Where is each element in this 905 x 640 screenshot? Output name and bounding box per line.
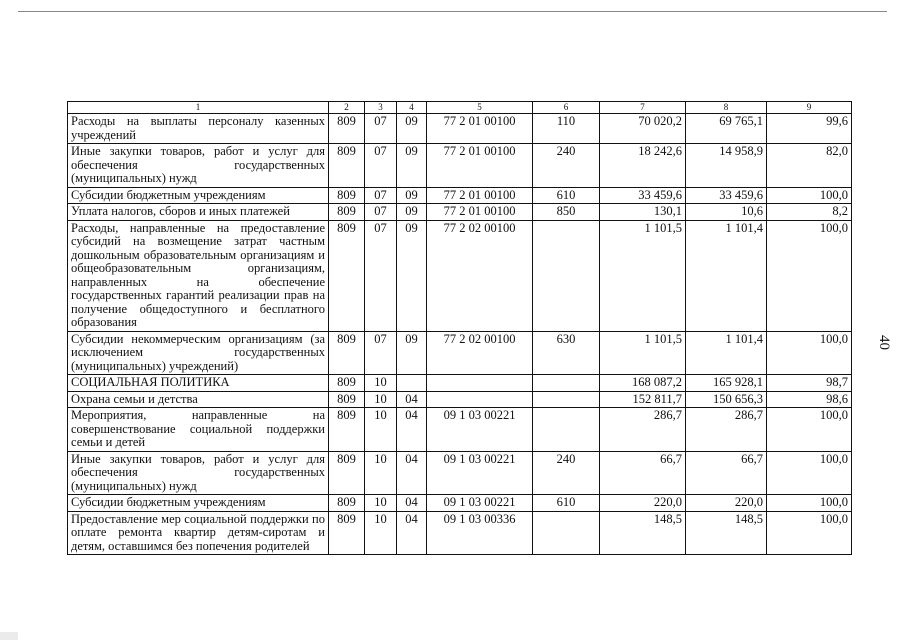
row-fact: 165 928,1 — [686, 375, 767, 392]
row-admin-code: 809 — [329, 495, 365, 512]
row-name: Мероприятия, направленные на совершенствование социальной поддержки семьи и детей — [68, 408, 329, 452]
row-section: 10 — [365, 375, 397, 392]
table-row — [68, 187, 852, 204]
row-target-article: 77 2 01 00100 — [427, 204, 533, 221]
row-expense-type: 240 — [533, 144, 600, 188]
row-subsection: 04 — [397, 391, 427, 408]
row-subsection: 09 — [397, 331, 427, 375]
row-percent: 100,0 — [767, 220, 852, 331]
row-section: 07 — [365, 144, 397, 188]
row-fact: 33 459,6 — [686, 187, 767, 204]
header-cell: 9 — [767, 102, 852, 114]
row-expense-type: 610 — [533, 187, 600, 204]
row-expense-type — [533, 391, 600, 408]
row-plan: 220,0 — [600, 495, 686, 512]
row-name: Иные закупки товаров, работ и услуг для обеспечения государственных (муниципальных) нужд — [68, 144, 329, 188]
row-percent: 98,7 — [767, 375, 852, 392]
row-plan: 1 101,5 — [600, 220, 686, 331]
row-target-article: 77 2 02 00100 — [427, 331, 533, 375]
row-target-article: 09 1 03 00336 — [427, 511, 533, 555]
row-name: Субсидии бюджетным учреждениям — [68, 187, 329, 204]
row-plan: 18 242,6 — [600, 144, 686, 188]
row-admin-code: 809 — [329, 220, 365, 331]
header-cell: 4 — [397, 102, 427, 114]
row-section: 07 — [365, 187, 397, 204]
row-admin-code: 809 — [329, 511, 365, 555]
row-section: 07 — [365, 220, 397, 331]
row-subsection: 04 — [397, 451, 427, 495]
row-fact: 220,0 — [686, 495, 767, 512]
row-fact: 286,7 — [686, 408, 767, 452]
row-subsection: 04 — [397, 495, 427, 512]
row-subsection: 09 — [397, 144, 427, 188]
scan-bottom-edge — [0, 632, 905, 640]
row-plan: 152 811,7 — [600, 391, 686, 408]
row-fact: 69 765,1 — [686, 114, 767, 144]
row-fact: 150 656,3 — [686, 391, 767, 408]
row-target-article: 77 2 02 00100 — [427, 220, 533, 331]
row-subsection: 09 — [397, 114, 427, 144]
row-plan: 148,5 — [600, 511, 686, 555]
table-row — [68, 204, 852, 221]
row-percent: 100,0 — [767, 495, 852, 512]
row-subsection: 09 — [397, 187, 427, 204]
table-row — [68, 331, 852, 375]
row-expense-type: 610 — [533, 495, 600, 512]
row-plan: 1 101,5 — [600, 331, 686, 375]
row-section: 07 — [365, 331, 397, 375]
row-admin-code: 809 — [329, 451, 365, 495]
row-section: 10 — [365, 511, 397, 555]
header-cell: 3 — [365, 102, 397, 114]
header-cell: 6 — [533, 102, 600, 114]
header-cell: 2 — [329, 102, 365, 114]
row-name: Расходы, направленные на предоставление субсидий на возмещение затрат частным дошкольным образовательным организациям и общеобразовательным организациям, направленных на обеспечение государственных гарантий реализации прав на получение общедоступного и бесплатного образования — [68, 220, 329, 331]
row-subsection: 04 — [397, 408, 427, 452]
row-percent: 100,0 — [767, 511, 852, 555]
row-name: Иные закупки товаров, работ и услуг для обеспечения государственных (муниципальных) нужд — [68, 451, 329, 495]
row-admin-code: 809 — [329, 331, 365, 375]
row-percent: 100,0 — [767, 331, 852, 375]
row-admin-code: 809 — [329, 391, 365, 408]
header-cell: 8 — [686, 102, 767, 114]
row-admin-code: 809 — [329, 408, 365, 452]
row-target-article: 77 2 01 00100 — [427, 187, 533, 204]
row-section: 07 — [365, 114, 397, 144]
row-percent: 100,0 — [767, 408, 852, 452]
table-body — [68, 114, 852, 555]
table-row — [68, 391, 852, 408]
table-row — [68, 375, 852, 392]
row-section: 10 — [365, 408, 397, 452]
header-row — [68, 102, 852, 114]
row-fact: 1 101,4 — [686, 331, 767, 375]
table-row — [68, 451, 852, 495]
row-expense-type: 630 — [533, 331, 600, 375]
row-fact: 1 101,4 — [686, 220, 767, 331]
table-row — [68, 220, 852, 331]
row-subsection: 09 — [397, 220, 427, 331]
table-row — [68, 495, 852, 512]
table-row — [68, 408, 852, 452]
row-target-article — [427, 391, 533, 408]
row-name: Расходы на выплаты персоналу казенных учреждений — [68, 114, 329, 144]
row-expense-type — [533, 220, 600, 331]
row-section: 10 — [365, 391, 397, 408]
row-admin-code: 809 — [329, 187, 365, 204]
row-subsection: 09 — [397, 204, 427, 221]
row-plan: 286,7 — [600, 408, 686, 452]
row-target-article: 09 1 03 00221 — [427, 495, 533, 512]
row-admin-code: 809 — [329, 375, 365, 392]
row-fact: 148,5 — [686, 511, 767, 555]
header-cell: 5 — [427, 102, 533, 114]
row-plan: 130,1 — [600, 204, 686, 221]
row-target-article: 09 1 03 00221 — [427, 451, 533, 495]
row-name: Предоставление мер социальной поддержки по оплате ремонта квартир детям-сиротам и детям, оставшимся без попечения родителей — [68, 511, 329, 555]
row-section: 07 — [365, 204, 397, 221]
row-admin-code: 809 — [329, 114, 365, 144]
row-target-article: 09 1 03 00221 — [427, 408, 533, 452]
row-target-article: 77 2 01 00100 — [427, 114, 533, 144]
row-expense-type: 850 — [533, 204, 600, 221]
table-row — [68, 114, 852, 144]
table-row — [68, 144, 852, 188]
row-plan: 66,7 — [600, 451, 686, 495]
row-expense-type — [533, 511, 600, 555]
page-top-edge — [18, 11, 887, 12]
row-target-article — [427, 375, 533, 392]
row-percent: 100,0 — [767, 451, 852, 495]
row-expense-type: 240 — [533, 451, 600, 495]
row-fact: 14 958,9 — [686, 144, 767, 188]
row-section: 10 — [365, 451, 397, 495]
row-subsection: 04 — [397, 511, 427, 555]
row-admin-code: 809 — [329, 204, 365, 221]
budget-table — [67, 101, 852, 555]
row-expense-type: 110 — [533, 114, 600, 144]
row-fact: 10,6 — [686, 204, 767, 221]
row-expense-type — [533, 408, 600, 452]
row-percent: 100,0 — [767, 187, 852, 204]
row-plan: 70 020,2 — [600, 114, 686, 144]
row-name: Охрана семьи и детства — [68, 391, 329, 408]
row-percent: 99,6 — [767, 114, 852, 144]
row-percent: 98,6 — [767, 391, 852, 408]
table-header — [68, 102, 852, 114]
table-row — [68, 511, 852, 555]
page-number: 40 — [876, 335, 892, 350]
row-expense-type — [533, 375, 600, 392]
row-plan: 168 087,2 — [600, 375, 686, 392]
row-fact: 66,7 — [686, 451, 767, 495]
row-name: Субсидии бюджетным учреждениям — [68, 495, 329, 512]
row-admin-code: 809 — [329, 144, 365, 188]
row-plan: 33 459,6 — [600, 187, 686, 204]
row-subsection — [397, 375, 427, 392]
header-cell: 7 — [600, 102, 686, 114]
row-section: 10 — [365, 495, 397, 512]
header-cell: 1 — [68, 102, 329, 114]
row-target-article: 77 2 01 00100 — [427, 144, 533, 188]
row-name: Субсидии некоммерческим организациям (за исключением государственных (муниципальных) учреждений) — [68, 331, 329, 375]
row-name: Уплата налогов, сборов и иных платежей — [68, 204, 329, 221]
row-percent: 82,0 — [767, 144, 852, 188]
row-name: СОЦИАЛЬНАЯ ПОЛИТИКА — [68, 375, 329, 392]
row-percent: 8,2 — [767, 204, 852, 221]
